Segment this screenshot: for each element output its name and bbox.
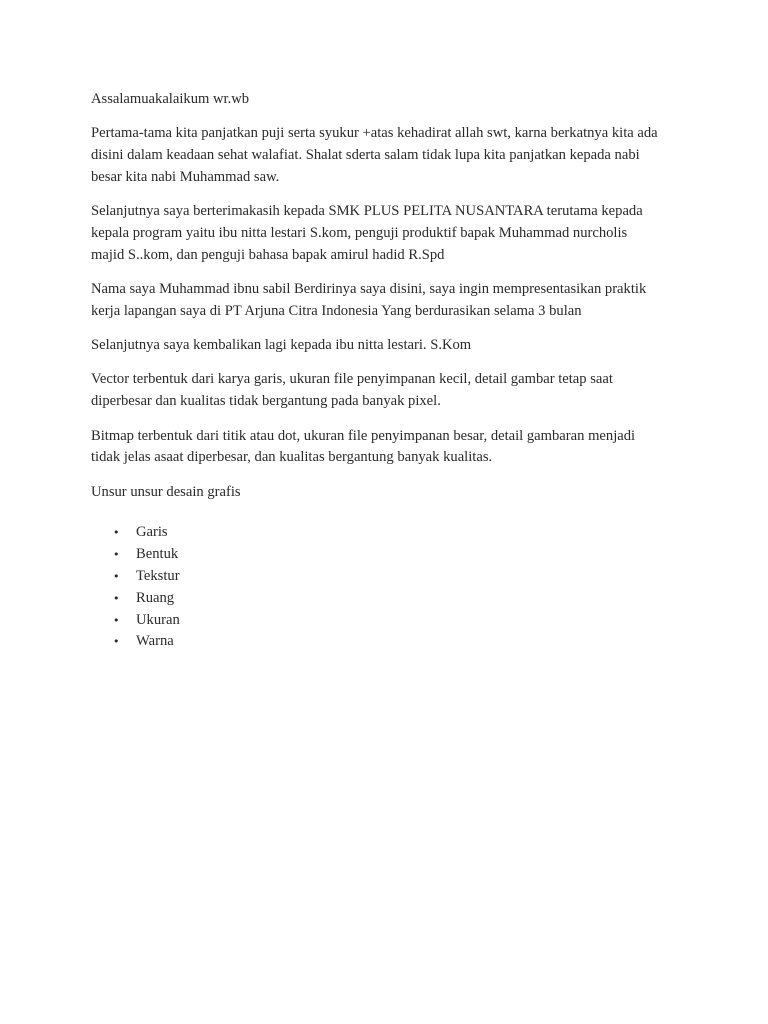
introduction-paragraph (91, 279, 691, 323)
list-item-label: Ruang (136, 589, 175, 606)
bullet-icon: • (113, 548, 120, 562)
list-item (91, 588, 691, 610)
bullet-icon: • (113, 613, 120, 627)
greeting-paragraph (91, 89, 691, 111)
text-line: Selanjutnya saya kembalikan lagi kepada ibu nitta lestari. S.Kom (91, 337, 472, 354)
text-line: majid S..kom, dan penguji bahasa bapak amirul hadid R.Spd (91, 246, 445, 263)
handover-paragraph (91, 335, 691, 357)
list-item (91, 544, 691, 566)
list-item-label: Ukuran (136, 611, 180, 628)
list-heading (91, 482, 691, 504)
text-line: Bitmap terbentuk dari titik atau dot, ukuran file penyimpanan besar, detail gambaran menjadi (91, 427, 636, 444)
bullet-icon: • (113, 591, 120, 605)
text-line: Pertama-tama kita panjatkan puji serta syukur +atas kehadirat allah swt, karna berkatnya kita ada (91, 125, 658, 142)
vector-paragraph (91, 369, 691, 413)
document-body (91, 89, 691, 653)
text-line: Vector terbentuk dari karya garis, ukuran file penyimpanan kecil, detail gambar tetap saat (91, 371, 613, 388)
list-item-label: Bentuk (136, 546, 179, 563)
opening-paragraph (91, 123, 691, 188)
list-item (91, 610, 691, 632)
text-line: Selanjutnya saya berterimakasih kepada SMK PLUS PELITA NUSANTARA terutama kepada (91, 203, 643, 220)
bullet-icon: • (113, 570, 120, 584)
list-item-label: Garis (136, 524, 168, 541)
thanks-paragraph (91, 201, 691, 266)
text-line: kepala program yaitu ibu nitta lestari S.kom, penguji produktif bapak Muhammad nurcholis (91, 224, 628, 241)
list-item (91, 631, 691, 653)
text-line: kerja lapangan saya di PT Arjuna Citra Indonesia Yang berdurasikan selama 3 bulan (91, 302, 582, 319)
design-elements-list (91, 522, 691, 653)
text-line: Assalamuakalaikum wr.wb (91, 91, 250, 107)
text-line: tidak jelas asaat diperbesar, dan kualitas bergantung banyak kualitas. (91, 449, 493, 466)
text-line: disini dalam keadaan sehat walafiat. Shalat sderta salam tidak lupa kita panjatkan kepada nabi (91, 147, 640, 164)
text-line: besar kita nabi Muhammad saw. (91, 168, 280, 185)
list-item-label: Warna (136, 633, 174, 650)
list-item-label: Tekstur (136, 568, 180, 585)
bullet-icon: • (113, 526, 120, 540)
text-line: Unsur unsur desain grafis (91, 483, 241, 500)
text-line: Nama saya Muhammad ibnu sabil Berdirinya saya disini, saya ingin mempresentasikan praktik (91, 281, 647, 298)
list-item (91, 566, 691, 588)
text-line: diperbesar dan kualitas tidak bergantung pada banyak pixel. (91, 393, 441, 410)
list-item (91, 522, 691, 544)
bullet-icon: • (113, 635, 120, 649)
bitmap-paragraph (91, 426, 691, 470)
